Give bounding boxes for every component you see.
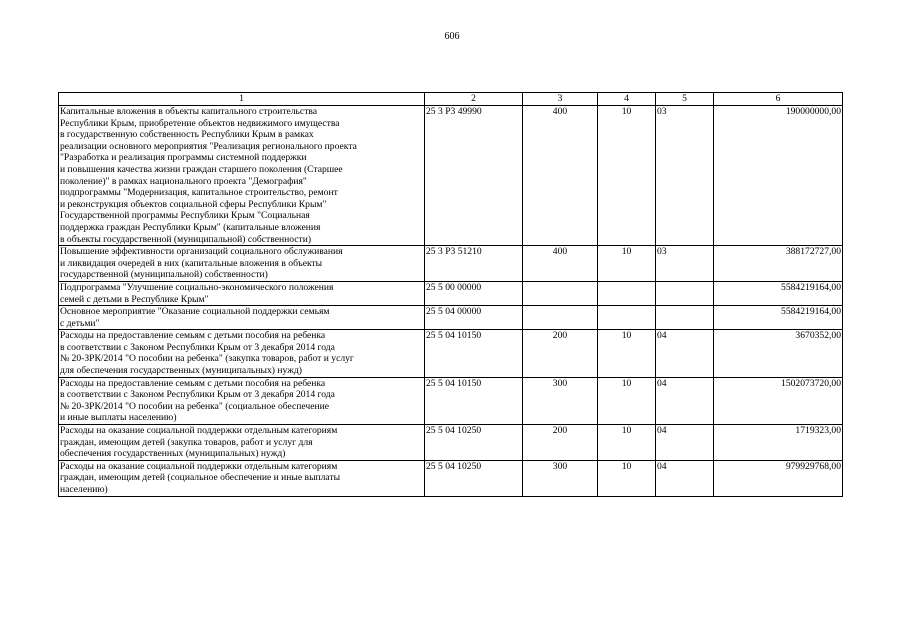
- row-expense-type-cell: 200: [523, 425, 598, 461]
- row-expense-type-cell: 400: [523, 106, 598, 246]
- row-subsection-cell: 03: [656, 246, 714, 282]
- row-name-cell: Расходы на оказание социальной поддержки отдельным категориям граждан, имеющим детей (социальное обеспечение и иные выплаты населению): [59, 460, 425, 496]
- table-row: [59, 246, 843, 282]
- row-sum-cell: 5584219164,00: [714, 281, 843, 305]
- row-subsection-cell: 04: [656, 330, 714, 377]
- header-row: [59, 93, 843, 106]
- table-row: [59, 330, 843, 377]
- header-cell-2: 2: [425, 93, 523, 106]
- row-subsection-cell: 03: [656, 106, 714, 246]
- row-sum-cell: 1502073720,00: [714, 377, 843, 424]
- row-code-cell: 25 5 00 00000: [425, 281, 523, 305]
- header-cell-5: 5: [656, 93, 714, 106]
- row-section-cell: 10: [598, 377, 656, 424]
- row-name-cell: Расходы на оказание социальной поддержки отдельным категориям граждан, имеющим детей (закупка товаров, работ и услуг для обеспечения государственных (муниципальных) нужд): [59, 425, 425, 461]
- row-code-cell: 25 3 P3 49990: [425, 106, 523, 246]
- row-subsection-cell: [656, 306, 714, 330]
- header-cell-6: 6: [714, 93, 843, 106]
- row-code-cell: 25 3 P3 51210: [425, 246, 523, 282]
- row-subsection-cell: 04: [656, 425, 714, 461]
- row-code-cell: 25 5 04 10250: [425, 425, 523, 461]
- row-expense-type-cell: 400: [523, 246, 598, 282]
- row-code-cell: 25 5 04 10250: [425, 460, 523, 496]
- row-section-cell: [598, 306, 656, 330]
- row-sum-cell: 3670352,00: [714, 330, 843, 377]
- row-code-cell: 25 5 04 00000: [425, 306, 523, 330]
- page-number: 606: [444, 31, 460, 42]
- header-cell-1: 1: [59, 93, 425, 106]
- header-cell-3: 3: [523, 93, 598, 106]
- row-section-cell: 10: [598, 330, 656, 377]
- table-row: [59, 106, 843, 246]
- row-section-cell: [598, 281, 656, 305]
- row-expense-type-cell: [523, 306, 598, 330]
- row-code-cell: 25 5 04 10150: [425, 330, 523, 377]
- row-name-cell: Капитальные вложения в объекты капитального строительства Республики Крым, приобретение объектов недвижимого имущества в государственную собственность Республики Крым в рамках реализации основного мероприятия "Реализация регионального проекта "Разработка и реализация программы системной поддержки и повышения качества жизни граждан старшего поколения (Старшее поколение)" в рамках национального проекта "Демография" подпрограммы "Модернизация, капитальное строительство, ремонт и реконструкция объектов социальной сферы Республики Крым" Государственной программы Республики Крым "Социальная поддержка граждан Республики Крым" (капитальные вложения в объекты государственной (муниципальной) собственности): [59, 106, 425, 246]
- row-name-cell: Расходы на предоставление семьям с детьми пособия на ребенка в соответствии с Законом Республики Крым от 3 декабря 2014 года № 20-ЗРК/2014 "О пособии на ребенка" (социальное обеспечение и иные выплаты населению): [59, 377, 425, 424]
- row-sum-cell: 388172727,00: [714, 246, 843, 282]
- row-subsection-cell: [656, 281, 714, 305]
- row-sum-cell: 190000000,00: [714, 106, 843, 246]
- row-expense-type-cell: 300: [523, 460, 598, 496]
- table-row: [59, 377, 843, 424]
- table-row: [59, 281, 843, 305]
- row-expense-type-cell: [523, 281, 598, 305]
- row-name-cell: Основное мероприятие "Оказание социальной поддержки семьям с детьми": [59, 306, 425, 330]
- row-subsection-cell: 04: [656, 377, 714, 424]
- header-cell-4: 4: [598, 93, 656, 106]
- row-expense-type-cell: 300: [523, 377, 598, 424]
- row-subsection-cell: 04: [656, 460, 714, 496]
- table-row: [59, 306, 843, 330]
- row-section-cell: 10: [598, 246, 656, 282]
- table-row: [59, 460, 843, 496]
- row-expense-type-cell: 200: [523, 330, 598, 377]
- row-name-cell: Подпрограмма "Улучшение социально-экономического положения семей с детьми в Республике Крым": [59, 281, 425, 305]
- row-sum-cell: 979929768,00: [714, 460, 843, 496]
- table-row: [59, 425, 843, 461]
- budget-table: [58, 92, 843, 497]
- row-section-cell: 10: [598, 106, 656, 246]
- row-name-cell: Расходы на предоставление семьям с детьми пособия на ребенка в соответствии с Законом Республики Крым от 3 декабря 2014 года № 20-ЗРК/2014 "О пособии на ребенка" (закупка товаров, работ и услуг для обеспечения государственных (муниципальных) нужд): [59, 330, 425, 377]
- row-section-cell: 10: [598, 460, 656, 496]
- row-section-cell: 10: [598, 425, 656, 461]
- row-sum-cell: 5584219164,00: [714, 306, 843, 330]
- row-code-cell: 25 5 04 10150: [425, 377, 523, 424]
- row-name-cell: Повышение эффективности организаций социального обслуживания и ликвидация очередей в них (капитальные вложения в объекты государственной (муниципальной) собственности): [59, 246, 425, 282]
- row-sum-cell: 1719323,00: [714, 425, 843, 461]
